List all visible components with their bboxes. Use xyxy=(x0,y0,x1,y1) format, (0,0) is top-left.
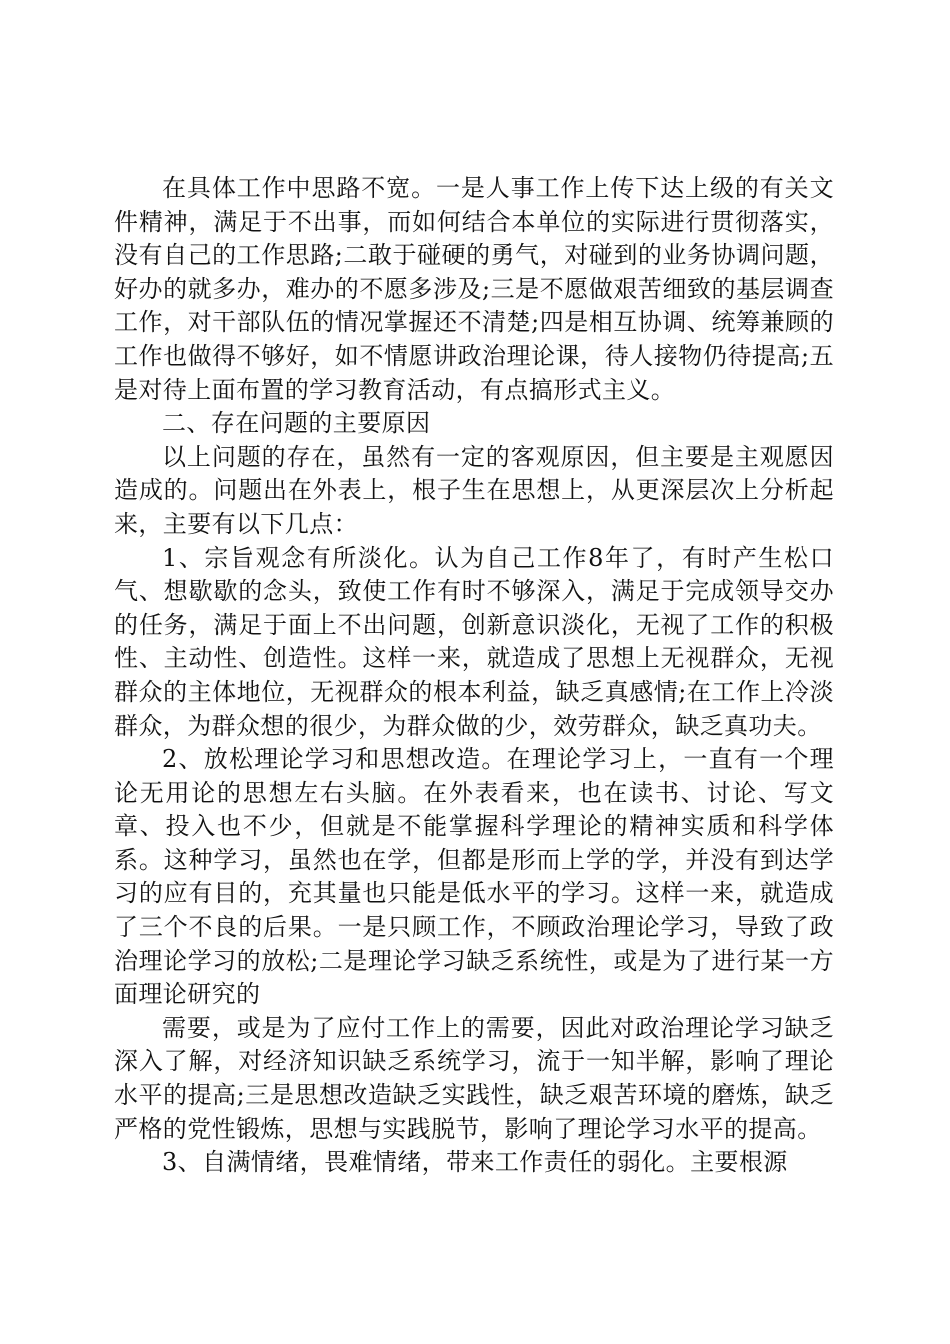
paragraph-point-2: 2、放松理论学习和思想改造。在理论学习上，一直有一个理论无用论的思想左右头脑。在外表看来，也在读书、讨论、写文章、投入也不少，但就是不能掌握科学理论的精神实质和科学体系。这种学习，虽然也在学，但都是形而上学的学，并没有到达学习的应有目的，充其量也只能是低水平的学习。这样一来，就造成了三个不良的后果。一是只顾工作，不顾政治理论学习，导致了政治理论学习的放松;二是理论学习缺乏系统性，或是为了进行某一方面理论研究的 xyxy=(114,745,834,1009)
document-body xyxy=(114,172,834,1180)
paragraph-point-3: 3、自满情绪，畏难情绪，带来工作责任的弱化。主要根源 xyxy=(162,1148,788,1177)
paragraph-causes-intro: 以上问题的存在，虽然有一定的客观原因，但主要是主观愿因造成的。问题出在外表上，根子生在思想上，从更深层次上分析起来，主要有以下几点： xyxy=(114,442,834,538)
section-heading-main-causes: 二、存在问题的主要原因 xyxy=(162,409,431,438)
paragraph-point-1: 1、宗旨观念有所淡化。认为自己工作8年了，有时产生松口气、想歇歇的念头，致使工作有时不够深入，满足于完成领导交办的任务，满足于面上不出问题，创新意识淡化，无视了工作的积极性、主动性、创造性。这样一来，就造成了思想上无视群众，无视群众的主体地位，无视群众的根本利益，缺乏真感情;在工作上冷淡群众，为群众想的很少，为群众做的少，效劳群众，缺乏真功夫。 xyxy=(114,543,834,740)
paragraph-work-thinking: 在具体工作中思路不宽。一是人事工作上传下达上级的有关文件精神，满足于不出事，而如何结合本单位的实际进行贯彻落实，没有自己的工作思路;二敢于碰硬的勇气，对碰到的业务协调问题，好办的就多办，难办的不愿多涉及;三是不愿做艰苦细致的基层调查工作，对干部队伍的情况掌握还不清楚;四是相互协调、统筹兼顾的工作也做得不够好，如不情愿讲政治理论课，待人接物仍待提高;五是对待上面布置的学习教育活动，有点搞形式主义。 xyxy=(114,174,834,404)
paragraph-point-2-continued: 需要，或是为了应付工作上的需要，因此对政治理论学习缺乏深入了解，对经济知识缺乏系统学习，流于一知半解，影响了理论水平的提高;三是思想改造缺乏实践性，缺乏艰苦环境的磨炼，缺乏严格的党性锻炼，思想与实践脱节，影响了理论学习水平的提高。 xyxy=(114,1013,834,1143)
